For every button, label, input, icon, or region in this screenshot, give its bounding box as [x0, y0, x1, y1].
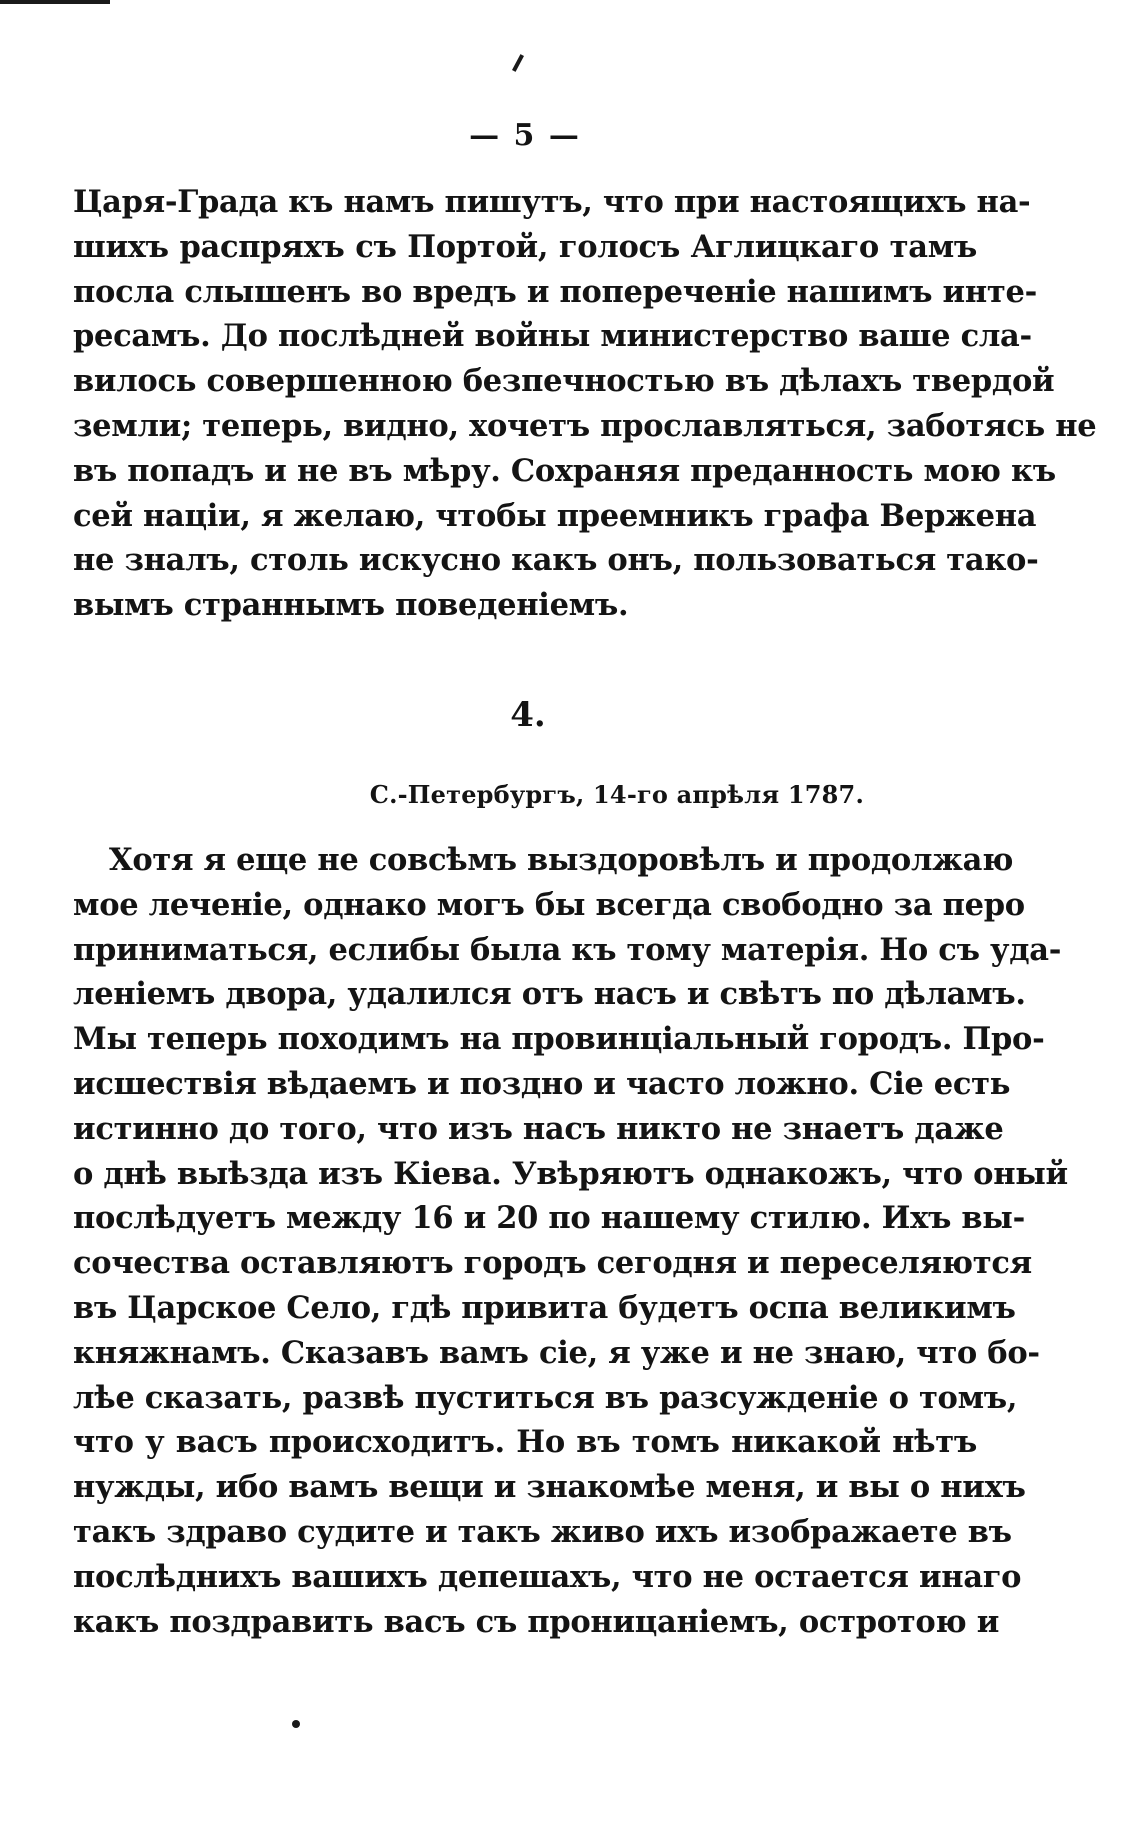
paragraph-line: исшествія вѣдаемъ и поздно и часто ложно. Сіе есть: [73, 1065, 1011, 1102]
paragraph-line: не зналъ, столь искусно какъ онъ, пользоваться тако-: [73, 542, 1039, 579]
print-dot-mark: [292, 1720, 300, 1728]
print-tick-mark: [512, 54, 524, 72]
paragraph-line: что у васъ происходитъ. Но въ томъ никакой нѣтъ: [73, 1424, 977, 1461]
letter-number: 4.: [510, 695, 546, 735]
paragraph-line: лѣе сказать, развѣ пуститься въ разсужденіе о томъ,: [73, 1379, 1018, 1416]
paragraph-line: посла слышенъ во вредъ и попереченіе нашимъ инте-: [73, 273, 1037, 310]
paragraph-line: послѣднихъ вашихъ депешахъ, что не остается инаго: [73, 1558, 1022, 1595]
paragraph-line: истинно до того, что изъ насъ никто не знаетъ даже: [73, 1110, 1004, 1147]
paragraph-line: о днѣ выѣзда изъ Кіева. Увѣряютъ однакожъ, что оный: [73, 1155, 1068, 1192]
paragraph-line: въ попадъ и не въ мѣру. Сохраняя преданность мою къ: [73, 452, 1056, 489]
continuation-paragraph: [73, 180, 1097, 628]
paragraph-line: сей націи, я желаю, чтобы преемникъ графа Верженa: [73, 497, 1037, 534]
paragraph-line: вымъ страннымъ поведеніемъ.: [73, 587, 629, 624]
paragraph-line: ресамъ. До послѣдней войны министерство ваше сла-: [73, 318, 1032, 355]
paragraph-line: Хотя я еще не совсѣмъ выздоровѣлъ и продолжаю: [109, 842, 1014, 878]
letter-dateline: С.-Петербургъ, 14-го апрѣля 1787.: [369, 780, 864, 809]
paragraph-line: въ Царское Село, гдѣ привита будетъ оспа великимъ: [73, 1289, 1016, 1326]
paragraph-line: мое леченіе, однако могъ бы всегда свободно за перо: [73, 886, 1025, 923]
paragraph-line: какъ поздравить васъ съ проницаніемъ, остротою и: [73, 1603, 1000, 1640]
paragraph-line: приниматься, еслибы была къ тому матерія. Но съ уда-: [73, 931, 1062, 968]
scan-corner-mark: [0, 0, 110, 4]
paragraph-line: шихъ распряхъ съ Портой, голосъ Аглицкаго тамъ: [73, 228, 977, 265]
paragraph-line: нужды, ибо вамъ вещи и знакомѣе меня, и вы о нихъ: [73, 1469, 1026, 1506]
paragraph-line: послѣдуетъ между 16 и 20 по нашему стилю. Ихъ вы-: [73, 1200, 1025, 1237]
paragraph-line: княжнамъ. Сказавъ вамъ сіе, я уже и не знаю, что бо-: [73, 1334, 1040, 1371]
paragraph-line: леніемъ двора, удалился отъ насъ и свѣтъ по дѣламъ.: [73, 976, 1026, 1013]
page-number: — 5 —: [469, 118, 581, 153]
paragraph-line: Мы теперь походимъ на провинціальный городъ. Про-: [73, 1021, 1045, 1058]
paragraph-line: вилось совершенною безпечностью въ дѣлахъ твердой: [73, 363, 1055, 400]
paragraph-line: такъ здраво судите и такъ живо ихъ изображаете въ: [73, 1513, 1012, 1550]
paragraph-line: Царя-Града къ намъ пишутъ, что при настоящихъ на-: [73, 184, 1031, 220]
paragraph-line: сочества оставляютъ городъ сегодня и переселяются: [73, 1245, 1032, 1282]
letter-paragraph: [73, 838, 1068, 1644]
paragraph-line: земли; теперь, видно, хочетъ прославляться, заботясь не: [73, 407, 1097, 444]
